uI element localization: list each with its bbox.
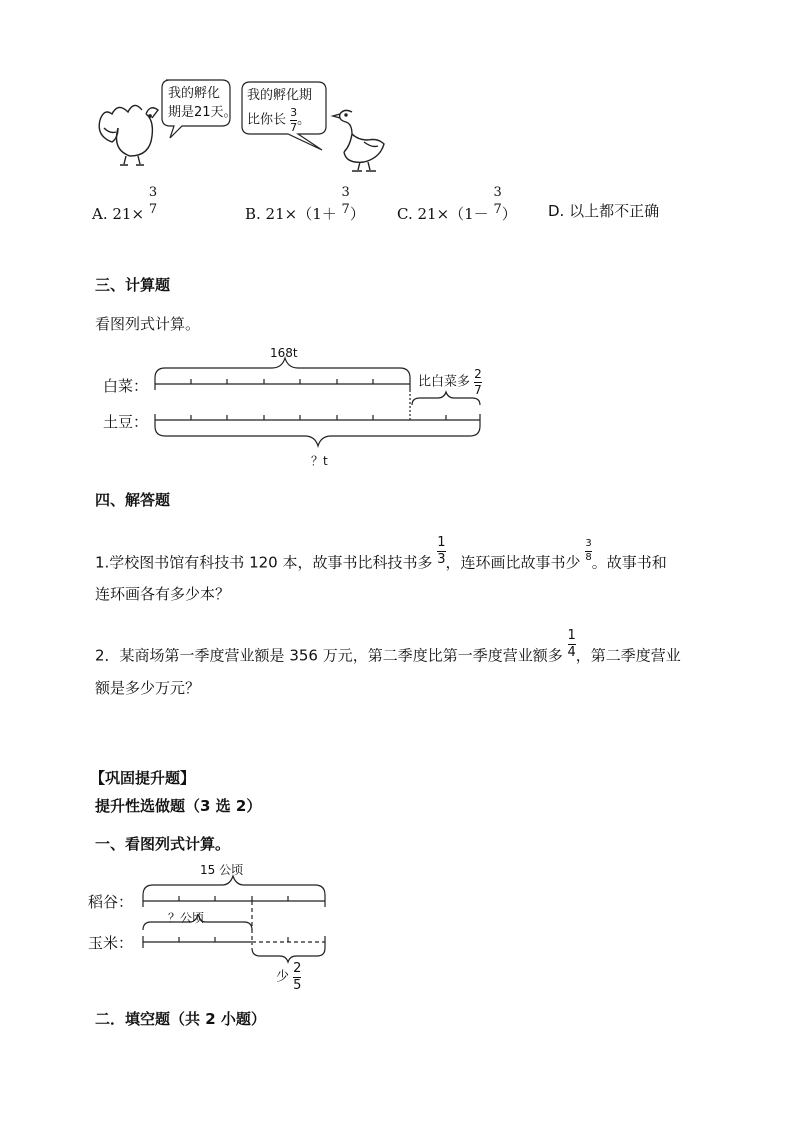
fraction-denominator: 3 bbox=[437, 551, 446, 567]
fraction-numerator: 2 bbox=[293, 961, 302, 976]
more-prefix: 比白菜多 bbox=[418, 374, 471, 390]
fraction-denominator: 8 bbox=[585, 551, 592, 563]
fraction-denominator: 7 bbox=[341, 201, 350, 217]
rice-row-label: 稻谷： bbox=[88, 893, 134, 911]
potato-unknown-label: ？t bbox=[311, 454, 328, 468]
problem-1-part-b: ，连环画比故事书少 bbox=[445, 553, 581, 572]
fraction-numerator: 3 bbox=[585, 538, 592, 550]
goose-speech-line1: 我的孵化期 bbox=[247, 88, 313, 103]
section-3-title: 三、计算题 bbox=[95, 276, 171, 294]
option-c-text: C. 21×（1－ bbox=[397, 205, 489, 224]
consolidation-heading: 【巩固提升题】 bbox=[90, 769, 196, 787]
fraction-numerator: 3 bbox=[148, 185, 158, 200]
problem-1-part-a: 1.学校图书馆有科技书 120 本，故事书比科技书多 bbox=[95, 553, 433, 572]
option-d: D. 以上都不正确 bbox=[548, 202, 660, 220]
less-prefix: 少 bbox=[276, 969, 290, 985]
hen-speech-line2: 期是21天。 bbox=[168, 105, 237, 120]
fraction-numerator: 1 bbox=[567, 628, 576, 643]
option-a-text: A. 21× bbox=[92, 205, 145, 224]
problem-2-part-a: 2．某商场第一季度营业额是 356 万元，第二季度比第一季度营业额多 bbox=[95, 646, 563, 665]
goose-speech-prefix: 比你长 bbox=[247, 112, 287, 128]
problem-1-part-c: 。故事书和 bbox=[591, 553, 667, 572]
fraction-denominator: 4 bbox=[567, 644, 576, 660]
problem-2-line2: 额是多少万元？ bbox=[95, 679, 201, 697]
option-b-text: B. 21×（1＋ bbox=[245, 205, 337, 224]
fraction-denominator: 7 bbox=[290, 120, 298, 134]
hen-speech-line1: 我的孵化 bbox=[168, 86, 221, 101]
fraction-numerator: 2 bbox=[474, 367, 482, 381]
fraction-denominator: 5 bbox=[293, 977, 302, 993]
section-5-q1-title: 一、看图列式计算。 bbox=[95, 835, 231, 853]
goose-speech-suffix: 。 bbox=[297, 112, 311, 128]
fraction-denominator: 7 bbox=[474, 382, 482, 397]
cabbage-row-label: 白菜： bbox=[103, 377, 149, 395]
optional-subheading: 提升性选做题（3 选 2） bbox=[95, 797, 262, 815]
option-c-suffix: ） bbox=[501, 205, 517, 224]
potato-row-label: 土豆： bbox=[103, 413, 149, 431]
fraction-numerator: 3 bbox=[341, 185, 350, 200]
problem-2-part-b: ，第二季度营业 bbox=[575, 646, 681, 665]
cabbage-total-label: 168t bbox=[270, 346, 298, 360]
less-fraction bbox=[293, 962, 301, 992]
fraction-numerator: 1 bbox=[437, 535, 446, 550]
section-3-instruction: 看图列式计算。 bbox=[95, 315, 201, 333]
corn-unknown-label: ？公顷 bbox=[168, 911, 205, 925]
fraction-denominator: 7 bbox=[493, 201, 502, 217]
problem-1-line2: 连环画各有多少本？ bbox=[95, 585, 231, 603]
fraction-denominator: 7 bbox=[148, 201, 158, 217]
rice-total-label: 15 公顷 bbox=[200, 863, 244, 877]
section-4-title: 四、解答题 bbox=[95, 491, 171, 509]
section-5-q2-title: 二．填空题（共 2 小题） bbox=[95, 1010, 266, 1028]
option-b-suffix: ） bbox=[349, 205, 365, 224]
less-label bbox=[276, 962, 301, 992]
fraction-numerator: 3 bbox=[493, 185, 502, 200]
corn-row-label: 玉米： bbox=[88, 934, 134, 952]
fraction-numerator: 3 bbox=[290, 106, 298, 119]
